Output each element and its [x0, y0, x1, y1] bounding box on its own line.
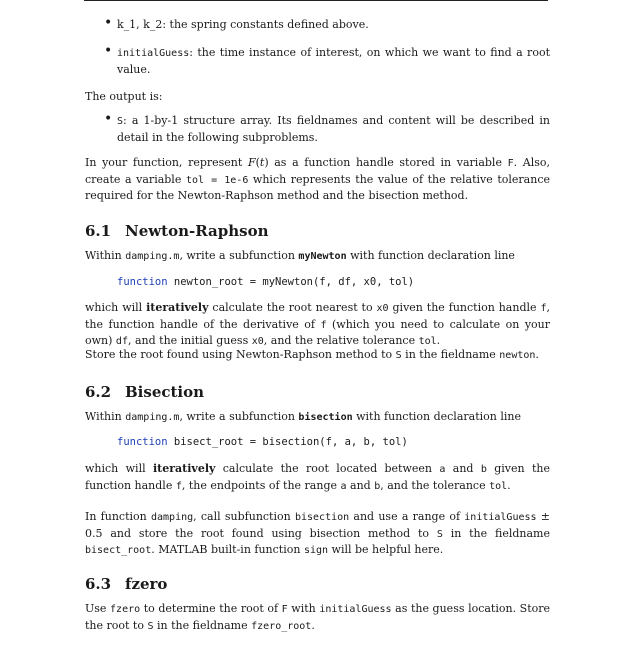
section-heading-6-3: 6.3 fzero — [85, 575, 168, 593]
code-bisection-declaration: function bisect_root = bisection(f, a, b, tol) — [117, 436, 408, 448]
section-heading-6-2: 6.2 Bisection — [85, 383, 205, 401]
output-intro: The output is: — [85, 90, 163, 103]
code-initial-guess: initialGuess — [117, 48, 190, 59]
function-paragraph: In your function, represent F(t) as a function handle stored in variable F. Also, create a variable tol = 1e-6 which represents the value of the relative tolerance required for the Newton-Raphson method and the bisection method. — [85, 156, 550, 202]
sec61-store: Store the root found using Newton-Raphson method to S in the fieldname newton. — [85, 348, 539, 361]
sec62-call-paragraph: In function damping, call subfunction bisection and use a range of initialGuess ± 0.5 and store the root found using bisection method to S in the fieldname bisect_root. MATLAB built-in function sign will be helpful here. — [85, 510, 550, 556]
code-tol: tol = 1e-6 — [185, 174, 249, 186]
bullet-spring-constants: k_1, k_2: the spring constants defined above. — [117, 18, 369, 31]
sec62-intro: Within damping.m, write a subfunction bisection with function declaration line — [85, 410, 521, 423]
bullet-marker: • — [104, 111, 113, 127]
sec63-paragraph: Use fzero to determine the root of F with initialGuess as the guess location. Store the root to S in the fieldname fzero_root. — [85, 602, 551, 632]
bullet-marker: • — [104, 43, 113, 59]
code-s: S — [117, 116, 124, 127]
bullet-marker: • — [104, 15, 113, 31]
bullet-output-s: S: a 1-by-1 structure array. Its fieldnames and content will be described in detail in the following subproblems. — [117, 114, 550, 144]
math-t: t — [259, 156, 265, 169]
section-heading-6-1: 6.1 Newton-Raphson — [85, 222, 269, 240]
code-newton-declaration: function newton_root = myNewton(f, df, x0, tol) — [117, 276, 415, 288]
sec61-intro: Within damping.m, write a subfunction myNewton with function declaration line — [85, 249, 515, 262]
math-F: F — [247, 156, 256, 169]
top-rule — [84, 0, 548, 1]
sec62-description: which will iteratively calculate the root located between a and b given the function handle f, the endpoints of the range a and b, and the tolerance tol. — [85, 462, 550, 492]
sec61-description: which will iteratively calculate the root nearest to x0 given the function handle f, the function handle of the derivative of f (which you need to calculate on your own) df, and the initial guess x0, and the relative tolerance tol. — [85, 301, 551, 347]
code-k: k_1, k_2 — [117, 18, 163, 31]
bullet-initial-guess: initialGuess: the time instance of interest, on which we want to find a root value. — [117, 46, 550, 76]
